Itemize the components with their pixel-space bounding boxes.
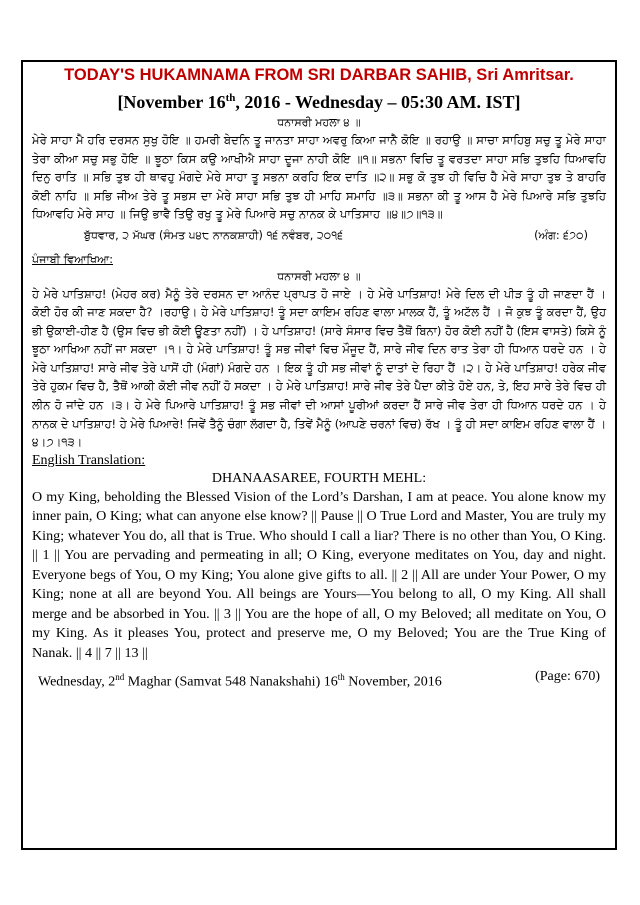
date-prefix: [November 16 <box>117 92 226 112</box>
english-date-sup-nd: nd <box>115 672 125 683</box>
english-date-b: Maghar (Samvat 548 Nanakshahi) 16 <box>124 675 338 690</box>
english-date-sup-th: th <box>337 672 345 683</box>
english-date-a: Wednesday, 2 <box>38 675 116 690</box>
english-date-c: November, 2016 <box>344 675 442 690</box>
punjabi-section-label: ਪੰਜਾਬੀ ਵਿਆਖਿਆ: <box>32 252 114 266</box>
date-suffix-th: th <box>225 92 236 104</box>
english-translation: O my King, beholding the Blessed Vision of the Lord’s Darshan, I am at peace. You alone know my inner pain, O King; what can anyone else know? || Pause || O True Lord and Master, You are truly my King; whatever You do, all that is True. Who should I call a liar? There is no other than You, O King. || 1 || You are pervading and permeating in all; O King, everyone meditates on You, day and night. Everyone begs of You, O my King; You alone give gifts to all. || 2 || All are under Your Power, O my King; none at all are beyond You. All beings are Yours—You belong to all, O my King. All shall merge and be absorbed in You. || 3 || You are the hope of all, O my Beloved; all meditate on You, O my King. As it pleases You, protect and preserve me, O my Beloved; You are the True King of Nanak. || 4 || 7 || 13 || <box>32 488 606 661</box>
gurmukhi-ang: (ਅੰਗ: ੬੭੦) <box>534 228 588 242</box>
english-section-label: English Translation: <box>32 452 146 468</box>
punjabi-raag-heading: ਧਨਾਸਰੀ ਮਹਲਾ ੪ ॥ <box>277 269 361 283</box>
frame-content <box>23 62 615 693</box>
gurmukhi-date-line <box>32 226 606 245</box>
english-page-number: (Page: 670) <box>535 669 600 685</box>
english-date-line <box>32 667 606 693</box>
raag-heading: ਧਨਾਸਰੀ ਮਹਲਾ ੪ ॥ <box>277 116 361 129</box>
gurmukhi-date: ਬੁੱਧਵਾਰ, ੨ ਮੱਘਰ (ਸੰਮਤ ੫੪੮ ਨਾਨਕਸ਼ਾਹੀ) ੧੬ ਨਵੰਬਰ, ੨੦੧੬ <box>84 228 344 242</box>
hukamnama-text: ਮੇਰੇ ਸਾਹਾ ਮੈ ਹਰਿ ਦਰਸਨ ਸੁਖੁ ਹੋਇ ॥ ਹਮਰੀ ਬੇਦਨਿ ਤੂ ਜਾਨਤਾ ਸਾਹਾ ਅਵਰੁ ਕਿਆ ਜਾਨੈ ਕੋਇ ॥ ਰਹਾਉ ॥ ਸਾਚਾ ਸਾਹਿਬੁ ਸਚੁ ਤੂ ਮੇਰੇ ਸਾਹਾ ਤੇਰਾ ਕੀਆ ਸਚੁ ਸਭੁ ਹੋਇ ॥ ਝੂਠਾ ਕਿਸ ਕਉ ਆਖੀਐ ਸਾਹਾ ਦੂਜਾ ਨਾਹੀ ਕੋਇ ॥੧॥ ਸਭਨਾ ਵਿਚਿ ਤੂ ਵਰਤਦਾ ਸਾਹਾ ਸਭਿ ਤੁਝਹਿ ਧਿਆਵਹਿ ਦਿਨੁ ਰਾਤਿ ॥ ਸਭਿ ਤੁਝ ਹੀ ਥਾਵਹੁ ਮੰਗਦੇ ਮੇਰੇ ਸਾਹਾ ਤੂ ਸਭਨਾ ਕਰਹਿ ਇਕ ਦਾਤਿ ॥੨॥ ਸਭੁ ਕੋ ਤੁਝ ਹੀ ਵਿਚਿ ਹੈ ਮੇਰੇ ਸਾਹਾ ਤੁਝ ਤੇ ਬਾਹਰਿ ਕੋਈ ਨਾਹਿ ॥ ਸਭਿ ਜੀਅ ਤੇਰੇ ਤੂ ਸਭਸ ਦਾ ਮੇਰੇ ਸਾਹਾ ਸਭਿ ਤੁਝ ਹੀ ਮਾਹਿ ਸਮਾਹਿ ॥੩॥ ਸਭਨਾ ਕੀ ਤੂ ਆਸ ਹੈ ਮੇਰੇ ਪਿਆਰੇ ਸਭਿ ਤੁਝਹਿ ਧਿਆਵਹਿ ਮੇਰੇ ਸਾਹ ॥ ਜਿਉ ਭਾਵੈ ਤਿਉ ਰਖੁ ਤੂ ਮੇਰੇ ਪਿਆਰੇ ਸਚੁ ਨਾਨਕ ਕੇ ਪਾਤਿਸਾਹ ॥੪॥੭॥੧੩॥ <box>32 133 606 221</box>
hukamnama-frame <box>21 60 617 850</box>
page-title: TODAY'S HUKAMNAMA FROM SRI DARBAR SAHIB, Sri Amritsar. <box>64 66 574 84</box>
english-heading: DHANAASAREE, FOURTH MEHL: <box>211 470 427 486</box>
date-rest: , 2016 - Wednesday – 05:30 AM. IST] <box>235 92 521 112</box>
punjabi-explanation: ਹੇ ਮੇਰੇ ਪਾਤਿਸ਼ਾਹ! (ਮੇਹਰ ਕਰ) ਮੈਨੂੰ ਤੇਰੇ ਦਰਸਨ ਦਾ ਆਨੰਦ ਪ੍ਰਾਪਤ ਹੋ ਜਾਏ । ਹੇ ਮੇਰੇ ਪਾਤਿਸ਼ਾਹ! ਮੇਰੇ ਦਿਲ ਦੀ ਪੀੜ ਤੂੰ ਹੀ ਜਾਣਦਾ ਹੈਂ । ਕੋਈ ਹੋਰ ਕੀ ਜਾਣ ਸਕਦਾ ਹੈ? ।ਰਹਾਉ। ਹੇ ਮੇਰੇ ਪਾਤਿਸ਼ਾਹ! ਤੂੰ ਸਦਾ ਕਾਇਮ ਰਹਿਣ ਵਾਲਾ ਮਾਲਕ ਹੈਂ, ਤੂੰ ਅਟੱਲ ਹੈਂ । ਜੋ ਕੁਝ ਤੂੰ ਕਰਦਾ ਹੈਂ, ਉਹ ਭੀ ਉਕਾਈ-ਹੀਣ ਹੈ (ਉਸ ਵਿਚ ਭੀ ਕੋਈ ਊਣਤਾ ਨਹੀਂ) । ਹੇ ਪਾਤਿਸ਼ਾਹ! (ਸਾਰੇ ਸੰਸਾਰ ਵਿਚ ਤੈਥੋਂ ਬਿਨਾ) ਹੋਰ ਕੋਈ ਨਹੀਂ ਹੈ (ਇਸ ਵਾਸਤੇ) ਕਿਸੇ ਨੂੰ ਝੂਠਾ ਆਖਿਆ ਨਹੀਂ ਜਾ ਸਕਦਾ ।੧। ਹੇ ਮੇਰੇ ਪਾਤਿਸ਼ਾਹ! ਤੂੰ ਸਭ ਜੀਵਾਂ ਵਿਚ ਮੌਜੂਦ ਹੈਂ, ਸਾਰੇ ਜੀਵ ਦਿਨ ਰਾਤ ਤੇਰਾ ਹੀ ਧਿਆਨ ਧਰਦੇ ਹਨ । ਹੇ ਮੇਰੇ ਪਾਤਿਸ਼ਾਹ! ਸਾਰੇ ਜੀਵ ਤੇਰੇ ਪਾਸੋਂ ਹੀ (ਮੰਗਾਂ) ਮੰਗਦੇ ਹਨ । ਇਕ ਤੂੰ ਹੀ ਸਭ ਜੀਵਾਂ ਨੂੰ ਦਾਤਾਂ ਦੇ ਰਿਹਾ ਹੈਂ ।੨। ਹੇ ਮੇਰੇ ਪਾਤਿਸ਼ਾਹ! ਹਰੇਕ ਜੀਵ ਤੇਰੇ ਹੁਕਮ ਵਿਚ ਹੈ, ਤੈਥੋਂ ਆਕੀ ਕੋਈ ਜੀਵ ਨਹੀਂ ਹੋ ਸਕਦਾ । ਹੇ ਮੇਰੇ ਪਾਤਿਸ਼ਾਹ! ਸਾਰੇ ਜੀਵ ਤੇਰੇ ਪੈਦਾ ਕੀਤੇ ਹੋਏ ਹਨ, ਤੇ, ਇਹ ਸਾਰੇ ਤੇਰੇ ਵਿਚ ਹੀ ਲੀਨ ਹੋ ਜਾਂਦੇ ਹਨ ।੩। ਹੇ ਮੇਰੇ ਪਿਆਰੇ ਪਾਤਿਸ਼ਾਹ! ਤੂੰ ਸਭ ਜੀਵਾਂ ਦੀ ਆਸਾਂ ਪੂਰੀਆਂ ਕਰਦਾ ਹੈਂ ਸਾਰੇ ਜੀਵ ਤੇਰਾ ਹੀ ਧਿਆਨ ਧਰਦੇ ਹਨ । ਹੇ ਨਾਨਕ ਦੇ ਪਾਤਿਸ਼ਾਹ! ਹੇ ਮੇਰੇ ਪਿਆਰੇ! ਜਿਵੇਂ ਤੈਨੂੰ ਚੰਗਾ ਲੱਗਦਾ ਹੈ, ਤਿਵੇਂ ਮੈਨੂੰ (ਆਪਣੇ ਚਰਨਾਂ ਵਿਚ) ਰੱਖ । ਤੂੰ ਹੀ ਸਦਾ ਕਾਇਮ ਰਹਿਣ ਵਾਲਾ ਹੈਂ ।੪।੭।੧੩। <box>32 286 606 450</box>
date-time-line <box>32 86 606 114</box>
